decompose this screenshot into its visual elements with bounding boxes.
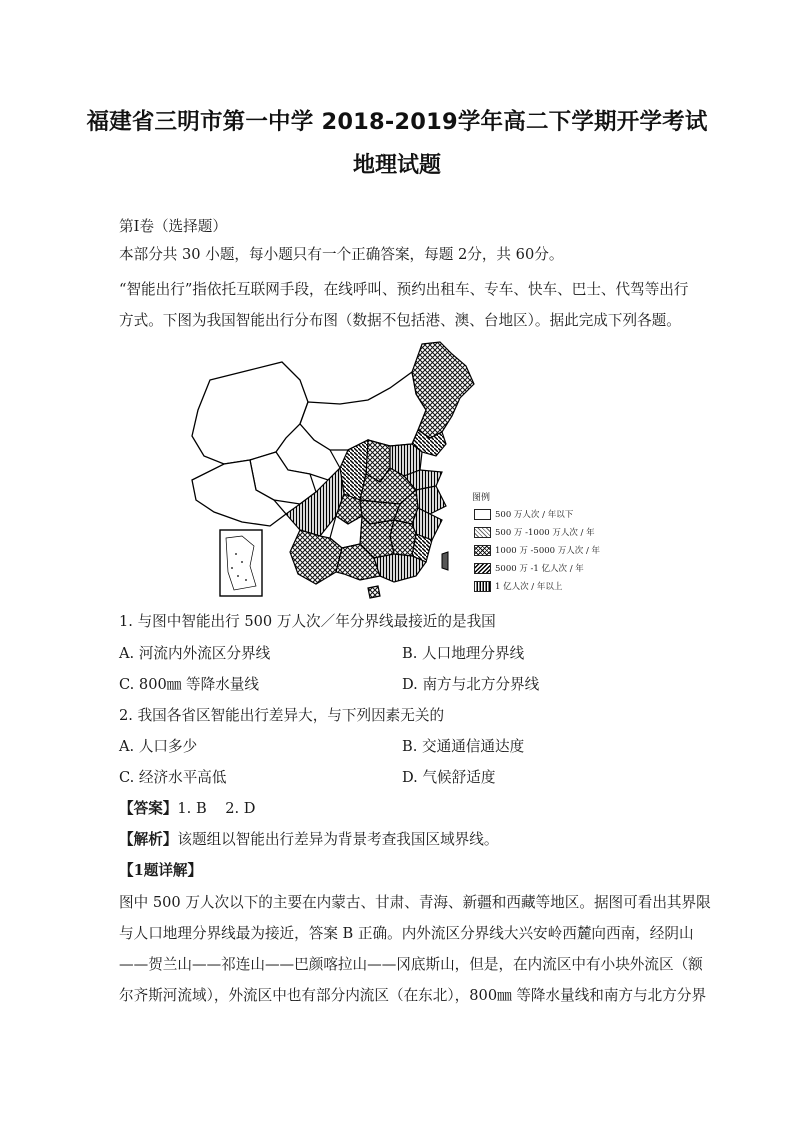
detail-line-4: 尔齐斯河流域），外流区中也有部分内流区（在东北），800㎜ 等降水量线和南方与北方分界 (119, 987, 707, 1004)
q2-option-a: A. 人口多少 (119, 738, 198, 755)
region-hainan (368, 586, 380, 598)
legend-swatch-diagonal (474, 563, 491, 574)
region-jiangxi (390, 520, 416, 556)
legend-item-4: 5000 万 -1 亿人次 / 年 (474, 562, 584, 574)
analysis-label: 【解析】 (119, 831, 178, 848)
answer-line (119, 799, 256, 819)
legend-swatch-cross (474, 545, 491, 556)
legend-item-3: 1000 万 -5000 万人次 / 年 (474, 544, 600, 556)
q1-option-c: C. 800㎜ 等降水量线 (119, 676, 259, 693)
legend-item-5: 1 亿人次 / 年以上 (474, 580, 562, 592)
intro-line-1: “智能出行”指依托互联网手段，在线呼叫、预约出租车、专车、快车、巴士、代驾等出行 (119, 281, 689, 298)
region-northeast (412, 342, 474, 438)
map-svg (190, 340, 610, 600)
question-1-stem: 1. 与图中智能出行 500 万人次／年分界线最接近的是我国 (119, 613, 496, 630)
q1-option-d: D. 南方与北方分界线 (402, 676, 540, 693)
answer-label: 【答案】 (119, 800, 178, 817)
document-subtitle: 地理试题 (352, 153, 441, 178)
legend-item-2: 500 万 -1000 万人次 / 年 (474, 526, 595, 538)
detail-line-3: ——贺兰山——祁连山——巴颜喀拉山——冈底斯山，但是，在内流区中有小块外流区（额 (119, 956, 703, 973)
q2-option-d: D. 气候舒适度 (402, 769, 496, 786)
detail-line-2: 与人口地理分界线最为接近，答案 B 正确。内外流区分界线大兴安岭西麓向西南，经阴山 (119, 925, 694, 942)
legend-title: 图例 (472, 493, 491, 503)
instructions: 本部分共 30 小题，每小题只有一个正确答案，每题 2分，共 60分。 (119, 246, 564, 263)
china-travel-map (190, 340, 610, 600)
legend-swatch-white (474, 509, 491, 520)
region-guangdong (374, 554, 426, 582)
region-taiwan (442, 552, 448, 570)
q2-option-c: C. 经济水平高低 (119, 769, 227, 786)
legend-swatch-fine (474, 527, 491, 538)
section-heading: 第I卷（选择题） (119, 218, 227, 235)
q1-option-a: A. 河流内外流区分界线 (119, 645, 271, 662)
q1-option-b: B. 人口地理分界线 (402, 645, 525, 662)
analysis-text: 该题组以智能出行差异为背景考查我国区域界线。 (177, 831, 499, 848)
analysis-line (119, 830, 498, 850)
intro-line-2: 方式。下图为我国智能出行分布图（数据不包括港、澳、台地区）。据此完成下列各题。 (119, 312, 681, 329)
detail-line-1: 图中 500 万人次以下的主要在内蒙古、甘肃、青海、新疆和西藏等地区。据图可看出其界限 (119, 894, 711, 911)
document-title: 福建省三明市第一中学 2018-2019学年高二下学期开学考试 (86, 109, 708, 135)
legend-item-1: 500 万人次 / 年以下 (474, 508, 573, 520)
detail-heading: 【1题详解】 (119, 862, 203, 879)
answer-text: 1. B 2. D (177, 800, 256, 817)
question-2-stem: 2. 我国各省区智能出行差异大，与下列因素无关的 (119, 707, 445, 724)
legend-swatch-vertical (474, 581, 491, 592)
q2-option-b: B. 交通通信通达度 (402, 738, 525, 755)
region-inner-mongolia (300, 372, 426, 450)
